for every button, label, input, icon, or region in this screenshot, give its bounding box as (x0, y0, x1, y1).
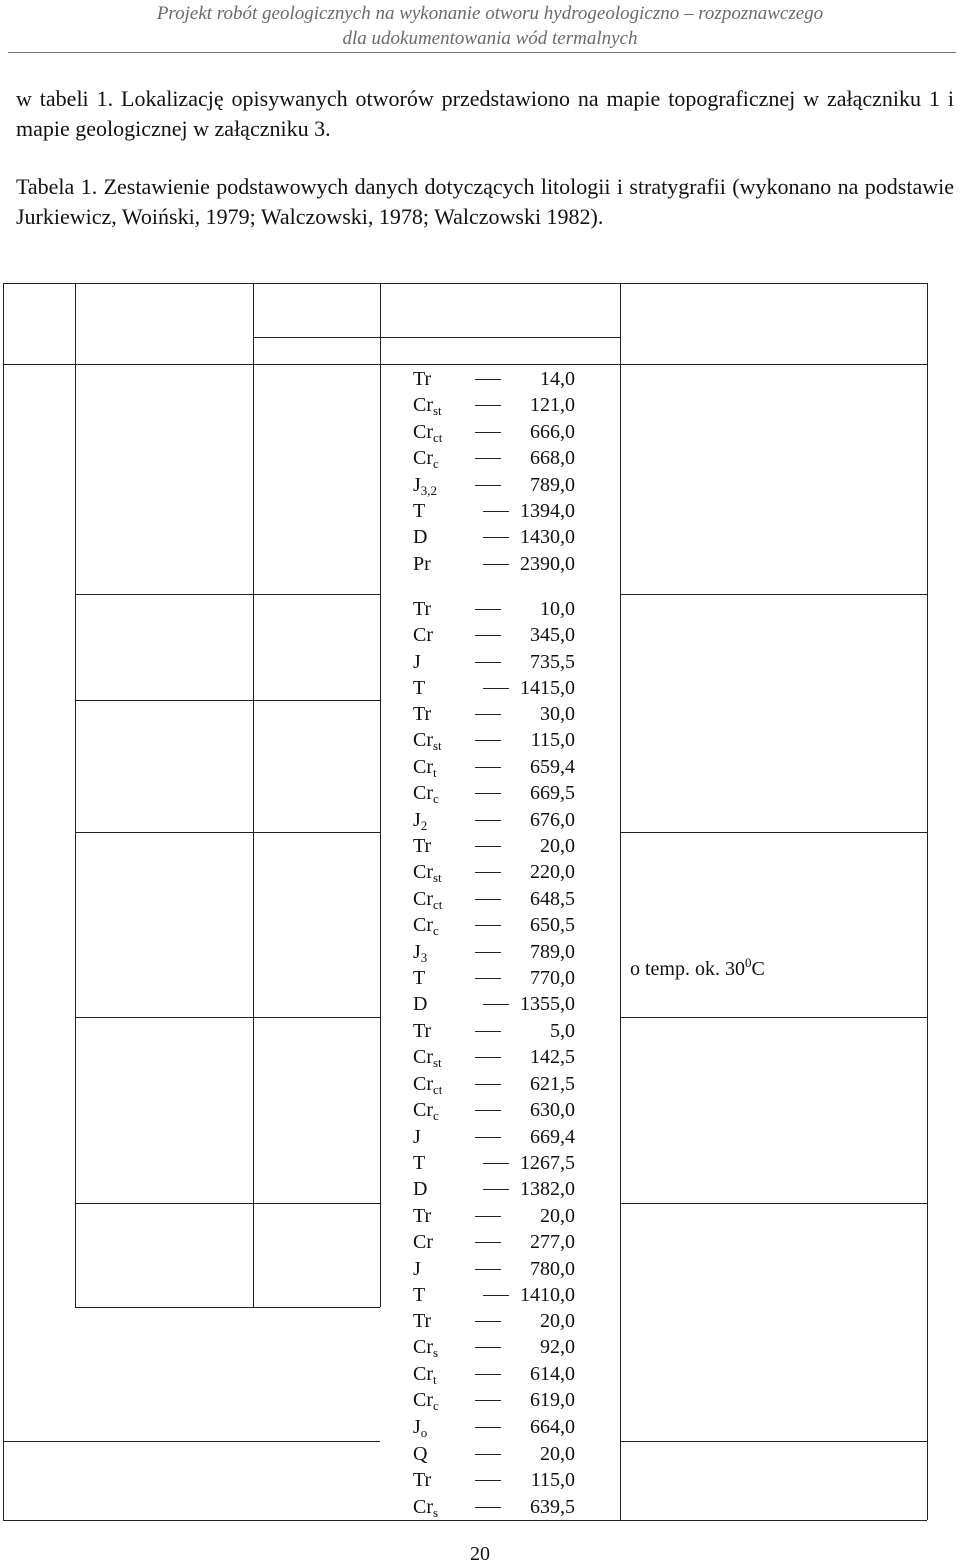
strat-depth-value: 668,0 (530, 447, 575, 470)
stratigraphy-entry (413, 622, 575, 648)
dash-separator (475, 609, 501, 610)
strat-depth-value: 30,0 (540, 703, 575, 725)
strat-unit: T (413, 1284, 426, 1307)
dash-separator (475, 1084, 501, 1085)
dash-separator (475, 432, 501, 433)
stratigraphy-entry (413, 991, 575, 1017)
strat-unit-subscript: st (433, 870, 442, 886)
strat-unit: Cr (413, 782, 433, 805)
dash-separator (475, 820, 501, 821)
strat-unit-subscript: ct (433, 1081, 443, 1097)
strat-depth-value: 20,0 (540, 835, 575, 857)
strat-depth-value: 1430,0 (520, 526, 575, 549)
strat-unit-subscript: st (433, 403, 442, 419)
stratigraphy-entry (413, 1282, 575, 1308)
strat-unit: Cr (413, 394, 433, 417)
strat-unit: Cr (413, 1336, 433, 1359)
dash-separator (483, 564, 509, 565)
dash-separator (475, 1057, 501, 1058)
dash-separator (475, 1347, 501, 1348)
dash-separator (475, 952, 501, 953)
strat-unit: D (413, 526, 428, 549)
strat-unit: Tr (413, 1020, 432, 1042)
strat-unit: Cr (413, 729, 433, 752)
strat-depth-value: 669,4 (530, 1125, 575, 1148)
header-rule (8, 52, 956, 53)
strat-unit: Tr (413, 368, 432, 390)
strat-unit: D (413, 1178, 428, 1201)
strat-unit-subscript: t (433, 1371, 437, 1387)
strat-depth-value: 220,0 (530, 861, 575, 884)
strat-unit-subscript: c (433, 1398, 439, 1414)
table-left-border (3, 283, 4, 1520)
strat-unit: Cr (413, 755, 433, 778)
strat-unit: Cr (413, 420, 433, 443)
strat-depth-value: 1267,5 (520, 1152, 575, 1174)
temp-text: o temp. ok. 30 (630, 958, 745, 980)
stratigraphy-entry (413, 1176, 575, 1202)
strat-depth-value: 121,0 (530, 394, 575, 417)
strat-unit-subscript: c (433, 923, 439, 939)
strat-depth-value: 20,0 (540, 1443, 575, 1465)
table-right-border (927, 283, 928, 1520)
column-divider-lp (75, 283, 76, 1307)
dash-separator (475, 767, 501, 768)
strat-depth-value: 630,0 (530, 1099, 575, 1122)
stratigraphy-entry (413, 1203, 575, 1229)
strat-unit: T (413, 500, 426, 522)
stratigraphy-entry (413, 1018, 575, 1044)
stratigraphy-entry (413, 833, 575, 859)
dash-separator (483, 688, 509, 689)
strat-unit-subscript: ct (433, 429, 443, 445)
dash-separator (483, 1189, 509, 1190)
strat-unit: Tr (413, 703, 432, 725)
strat-depth-value: 1410,0 (520, 1284, 575, 1307)
row-separator-notes (620, 1017, 927, 1018)
dash-separator (475, 662, 501, 663)
stratigraphy-entry (413, 965, 575, 991)
temp-unit: C (751, 958, 765, 980)
strat-unit: Tr (413, 835, 432, 857)
stratigraphy-entry (413, 551, 575, 577)
dash-separator (475, 925, 501, 926)
dash-separator (475, 872, 501, 873)
strat-depth-value: 1394,0 (520, 500, 575, 522)
strat-depth-value: 621,5 (530, 1072, 575, 1095)
strat-depth-value: 735,5 (530, 650, 575, 673)
strat-unit: Cr (413, 447, 433, 470)
strat-depth-value: 1415,0 (520, 677, 575, 700)
header-unit-divider (253, 337, 620, 338)
strat-unit: Cr (413, 1362, 433, 1385)
stratigraphy-entry (413, 498, 575, 524)
column-divider-name (253, 283, 254, 1307)
strat-unit-subscript: s (433, 1345, 439, 1361)
dash-separator (475, 1400, 501, 1401)
stratigraphy-entry (413, 1308, 575, 1334)
dash-separator (475, 1216, 501, 1217)
dash-separator (475, 1137, 501, 1138)
strat-unit-subscript: s (433, 1504, 439, 1520)
dash-separator (475, 1507, 501, 1508)
dash-separator (475, 1427, 501, 1428)
strat-depth-value: 345,0 (530, 624, 575, 647)
strat-unit: Tr (413, 1310, 432, 1332)
table-top-border (3, 283, 927, 284)
strat-unit: Tr (413, 598, 432, 620)
strat-unit-subscript: ct (433, 896, 443, 912)
stratigraphy-entry (413, 524, 575, 550)
column-divider-notes (620, 283, 621, 1520)
dash-separator (483, 511, 509, 512)
strat-depth-value: 770,0 (530, 967, 575, 989)
dash-separator (475, 1110, 501, 1111)
strat-unit-subscript: st (433, 1055, 442, 1071)
strat-unit: Cr (413, 1495, 433, 1518)
strat-depth-value: 2390,0 (520, 552, 575, 575)
intro-paragraph: w tabeli 1. Lokalizację opisywanych otworów przedstawiono na mapie topograficznej w załączniku 1 i mapie geologicznej w załączniku 3. (16, 86, 954, 141)
strat-depth-value: 5,0 (550, 1020, 575, 1042)
strat-unit-subscript: c (433, 456, 439, 472)
dash-separator (475, 1242, 501, 1243)
dash-separator (475, 1480, 501, 1481)
dash-separator (475, 899, 501, 900)
strat-depth-value: 115,0 (530, 1469, 575, 1492)
strat-unit: J (413, 808, 421, 831)
strat-depth-value: 1355,0 (520, 993, 575, 1016)
dash-separator (475, 714, 501, 715)
row-separator-notes (620, 594, 927, 595)
row-separator (75, 832, 380, 833)
strat-unit-subscript: 2 (420, 817, 428, 833)
strat-depth-value: 92,0 (540, 1336, 575, 1359)
strat-unit: Cr (413, 1046, 433, 1069)
strat-depth-value: 1382,0 (520, 1178, 575, 1201)
strat-depth-value: 277,0 (530, 1231, 575, 1254)
stratigraphy-entry (413, 1441, 575, 1467)
strat-unit: J (413, 473, 421, 496)
dash-separator (475, 1269, 501, 1270)
row-separator (75, 1017, 380, 1018)
strat-unit: J (413, 650, 421, 673)
dash-separator (475, 1321, 501, 1322)
stratigraphy-entry (413, 596, 575, 622)
notes-line-temperature (630, 950, 765, 982)
dash-separator (483, 1163, 509, 1164)
strat-unit: Tr (413, 1469, 432, 1492)
strat-depth-value: 14,0 (540, 368, 575, 390)
dash-separator (475, 740, 501, 741)
strat-unit: J (413, 1125, 421, 1148)
strat-depth-value: 619,0 (530, 1389, 575, 1412)
strat-unit-subscript: st (433, 738, 442, 754)
column-divider-strat (380, 337, 381, 1307)
header-bottom-border (3, 364, 927, 365)
row-separator (75, 700, 380, 701)
strat-unit-subscript: o (420, 1424, 428, 1440)
strat-depth-value: 115,0 (530, 729, 575, 752)
strat-unit-subscript: c (433, 791, 439, 807)
strat-unit: J (413, 1257, 421, 1280)
strat-depth-value: 666,0 (530, 420, 575, 443)
stratigraphy-entry (413, 366, 575, 392)
dash-separator (475, 405, 501, 406)
strat-unit: Cr (413, 887, 433, 910)
running-header-line2: dla udokumentowania wód termalnych (342, 28, 638, 49)
strat-unit-subscript: t (433, 764, 437, 780)
page-number: 20 (470, 1543, 490, 1565)
strat-depth-value: 650,5 (530, 914, 575, 937)
row-separator-notes (620, 1203, 927, 1204)
stratigraphy-entry (413, 649, 575, 675)
stratigraphy-entry (413, 675, 575, 701)
dash-separator (475, 978, 501, 979)
strat-depth-value: 659,4 (530, 755, 575, 778)
strat-unit: Cr (413, 1099, 433, 1122)
strat-unit: Cr (413, 624, 433, 647)
strat-unit-subscript: 3 (420, 949, 428, 965)
strat-depth-value: 10,0 (540, 598, 575, 620)
row-separator (3, 1441, 380, 1442)
strat-depth-value: 789,0 (530, 940, 575, 963)
row-separator (75, 594, 380, 595)
strat-unit: Cr (413, 1231, 433, 1254)
strat-unit: Pr (413, 552, 431, 575)
strat-unit: T (413, 967, 426, 989)
strat-depth-value: 20,0 (540, 1310, 575, 1332)
strat-unit: Cr (413, 1072, 433, 1095)
strat-depth-value: 789,0 (530, 473, 575, 496)
strat-unit: Cr (413, 861, 433, 884)
strat-unit: Tr (413, 1205, 432, 1227)
dash-separator (483, 1295, 509, 1296)
dash-separator (475, 458, 501, 459)
strat-unit: T (413, 677, 426, 700)
row-separator-notes (620, 1441, 927, 1442)
dash-separator (475, 1374, 501, 1375)
row-separator-notes (620, 832, 927, 833)
strat-depth-value: 780,0 (530, 1257, 575, 1280)
strat-depth-value: 669,5 (530, 782, 575, 805)
strat-unit: Cr (413, 1389, 433, 1412)
dash-separator (475, 1031, 501, 1032)
strat-depth-value: 614,0 (530, 1362, 575, 1385)
degree-superscript: 0 (745, 955, 752, 970)
strat-unit-subscript: 3,2 (420, 482, 438, 498)
stratigraphy-entry (413, 1494, 575, 1526)
stratigraphy-entry (413, 1124, 575, 1150)
dash-separator (475, 379, 501, 380)
strat-depth-value: 648,5 (530, 887, 575, 910)
stratigraphy-entry (413, 1229, 575, 1255)
running-header-line1: Projekt robót geologicznych na wykonanie otworu hydrogeologiczno – rozpoznawczego (156, 3, 824, 24)
table-caption: Tabela 1. Zestawienie podstawowych danych dotyczących litologii i stratygrafii (wykonano na podstawie Jurkiewicz, Woiński, 1979; Walczowski, 1978; Walczowski 1982). (16, 174, 954, 229)
strat-depth-value: 142,5 (530, 1046, 575, 1069)
stratigraphy-entry (413, 1150, 575, 1176)
strat-unit: D (413, 993, 428, 1016)
strat-unit: Q (413, 1443, 428, 1465)
dash-separator (475, 793, 501, 794)
dash-separator (475, 1454, 501, 1455)
column-divider-strat-header (380, 283, 381, 337)
dash-separator (475, 485, 501, 486)
stratigraphy-entry (413, 1467, 575, 1493)
strat-depth-value: 20,0 (540, 1205, 575, 1227)
row-separator (75, 1203, 380, 1204)
strat-depth-value: 676,0 (530, 808, 575, 831)
dash-separator (475, 846, 501, 847)
strat-unit: T (413, 1152, 426, 1174)
strat-unit-subscript: c (433, 1108, 439, 1124)
strat-unit: J (413, 1415, 421, 1438)
stratigraphy-entry (413, 701, 575, 727)
row-separator (75, 1307, 380, 1308)
strat-unit: Cr (413, 914, 433, 937)
stratigraphy-entry (413, 1256, 575, 1282)
dash-separator (475, 635, 501, 636)
strat-depth-value: 664,0 (530, 1415, 575, 1438)
dash-separator (483, 1004, 509, 1005)
strat-unit: J (413, 940, 421, 963)
dash-separator (483, 537, 509, 538)
strat-depth-value: 639,5 (530, 1495, 575, 1518)
